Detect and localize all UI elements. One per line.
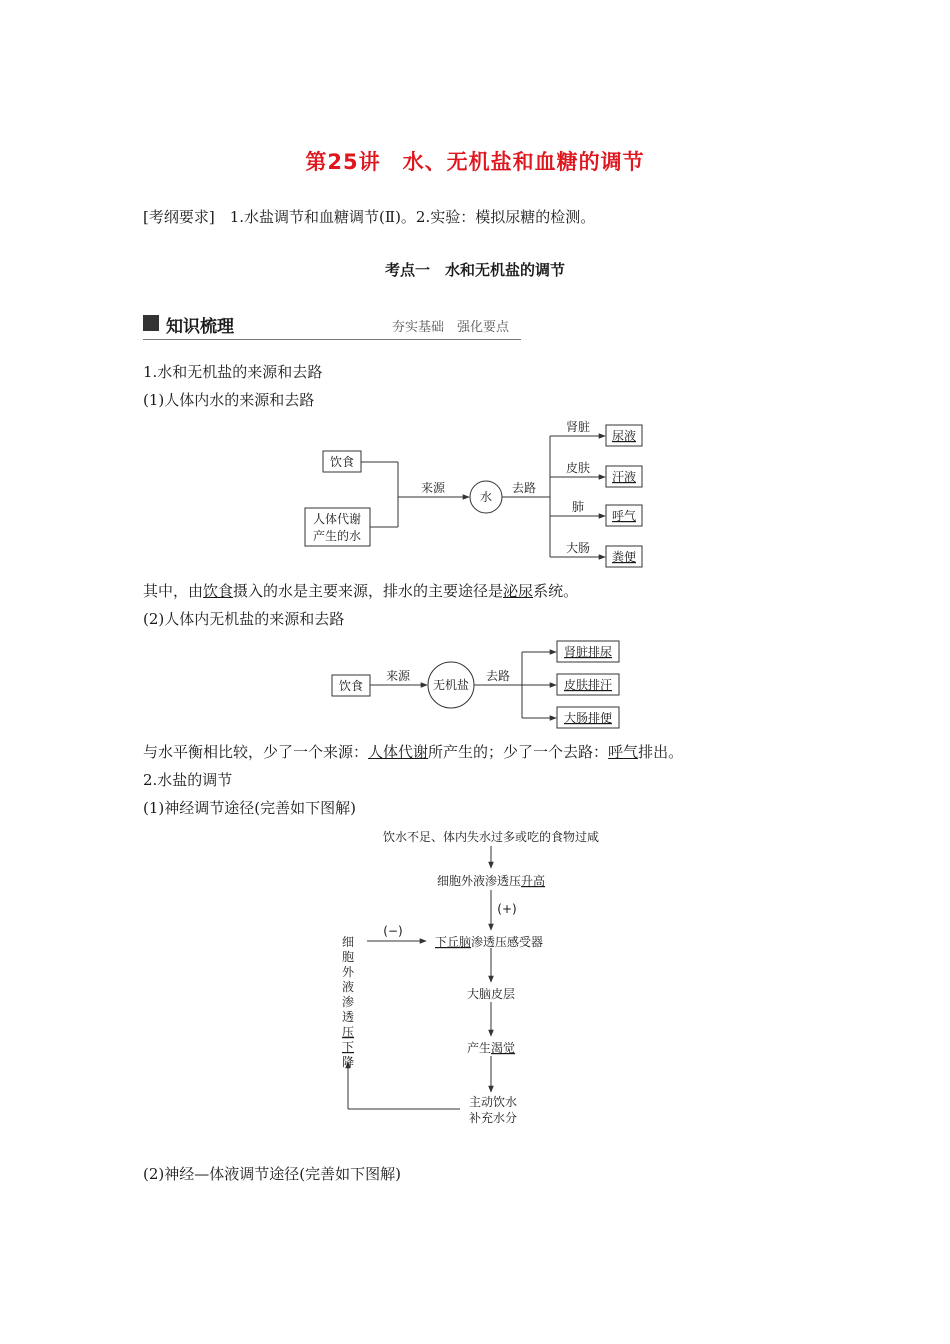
water-output-1: 汗液 [611, 470, 637, 484]
water-note-d: 泌尿 [503, 582, 534, 600]
water-metabolism-label-1: 人体代谢 [312, 512, 362, 526]
salt-output-0: 肾脏排尿 [563, 645, 613, 659]
feedback-char: 下 [341, 1040, 355, 1054]
salt-note-c: 所产生的；少了一个去路： [428, 743, 609, 761]
water-organ-2: 肺 [571, 500, 585, 514]
neural-plus-sign: (+) [497, 902, 517, 916]
salt-output-2: 大肠排便 [563, 711, 613, 725]
neural-step-2b: 升高 [521, 874, 546, 888]
water-output-0: 尿液 [611, 429, 637, 443]
water-metabolism-label-2: 产生的水 [312, 529, 362, 543]
knowledge-bar-subtitle: 夯实基础 强化要点 [392, 320, 510, 335]
neural-step-6-line-1: 主动饮水 [468, 1095, 518, 1109]
water-note-b: 饮食 [203, 582, 234, 600]
neural-step-4: 大脑皮层 [466, 987, 516, 1001]
water-diet-label: 饮食 [329, 455, 355, 469]
salt-diet-label: 饮食 [338, 679, 364, 693]
neural-step-1: 饮水不足、体内失水过多或吃的食物过咸 [382, 830, 600, 844]
water-organ-1: 皮肤 [565, 461, 591, 475]
water-organ-0: 肾脏 [565, 420, 591, 434]
neural-step-5 [467, 1040, 515, 1055]
feedback-char: 渗 [341, 995, 355, 1009]
knowledge-bar-title: 知识梳理 [166, 317, 234, 337]
feedback-char: 透 [341, 1010, 355, 1024]
salt-exit-label: 去路 [485, 669, 511, 683]
neural-step-5b: 渴觉 [491, 1041, 516, 1055]
water-note-a: 其中，由 [143, 582, 204, 600]
feedback-char: 压 [341, 1025, 355, 1039]
water-diagram [305, 425, 642, 567]
paragraph-2: 2.水盐的调节 [143, 771, 233, 789]
paragraph-2a: (1)神经调节途径(完善如下图解) [143, 799, 356, 817]
paragraph-1b: (2)人体内无机盐的来源和去路 [143, 610, 345, 628]
water-exit-label: 去路 [511, 481, 537, 495]
water-organ-3: 大肠 [565, 541, 591, 555]
salt-note-e: 排出。 [638, 743, 684, 761]
feedback-char: 降 [341, 1055, 355, 1069]
feedback-char: 胞 [341, 950, 355, 964]
paragraph-1: 1.水和无机盐的来源和去路 [143, 363, 323, 381]
salt-note-b: 人体代谢 [368, 743, 429, 761]
water-center-label: 水 [479, 490, 493, 504]
salt-note-d: 呼气 [608, 743, 639, 761]
page-title: 第25讲 水、无机盐和血糖的调节 [305, 150, 645, 174]
neural-step-3b: 渗透压感受器 [471, 935, 544, 949]
neural-step-3a: 下丘脑 [434, 935, 471, 949]
salt-source-label: 来源 [385, 669, 411, 683]
paragraph-1a: (1)人体内水的来源和去路 [143, 391, 315, 409]
feedback-char: 液 [341, 980, 355, 994]
water-note-e: 系统。 [533, 582, 579, 600]
neural-step-2 [437, 873, 545, 888]
water-output-3: 粪便 [611, 550, 637, 564]
feedback-char: 外 [341, 965, 355, 979]
neural-step-6-line-2: 补充水分 [468, 1111, 518, 1125]
water-note-c: 摄入的水是主要来源，排水的主要途径是 [233, 582, 504, 600]
neural-step-2a: 细胞外液渗透压 [436, 874, 521, 888]
salt-note-a: 与水平衡相比较，少了一个来源： [143, 743, 369, 761]
salt-output-1: 皮肤排汗 [563, 678, 613, 692]
paragraph-2b: (2)神经—体液调节途径(完善如下图解) [143, 1165, 401, 1183]
section-heading: 考点一 水和无机盐的调节 [384, 261, 565, 279]
neural-minus-sign: (−) [383, 924, 403, 938]
feedback-char: 细 [341, 935, 355, 949]
syllabus-requirement: [考纲要求] 1.水盐调节和血糖调节(Ⅱ)。2.实验：模拟尿糖的检测。 [143, 208, 596, 226]
neural-feedback-vertical [342, 935, 355, 1069]
neural-step-5a: 产生 [466, 1041, 491, 1055]
neural-step-3 [435, 935, 543, 949]
water-output-2: 呼气 [611, 509, 637, 523]
salt-center-label: 无机盐 [432, 678, 470, 692]
water-source-label: 来源 [420, 481, 446, 495]
